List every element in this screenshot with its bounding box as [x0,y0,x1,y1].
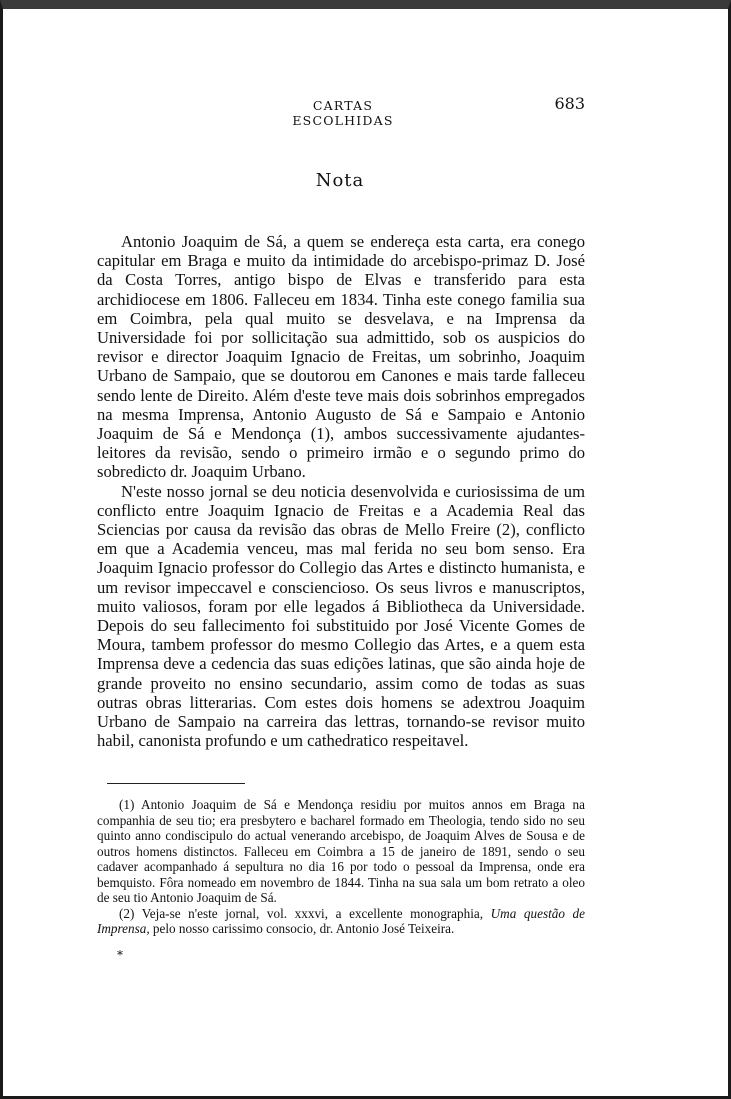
footnote-2-suffix: pelo nosso carissimo consocio, dr. Antonio José Teixeira. [149,921,455,936]
paragraph: N'este nosso jornal se deu noticia desenvolvida e curiosissima de um conflicto entre Joaquim Ignacio de Freitas e a Academia Real das Sciencias por causa da revisão das obras de Mello Freire (2), conflicto em que a Academia venceu, mas mal ferida no seu bom senso. Era Joaquim Ignacio professor do Collegio das Artes e distincto humanista, e um revisor impeccavel e consciencioso. Os seus livros e manuscriptos, muito valiosos, foram por elle legados á Bibliotheca da Universidade. Depois do seu fallecimento foi substituido por José Vicente Gomes de Moura, tambem professor do mesmo Collegio das Artes, e a quem esta Imprensa deve a cedencia das suas edições latinas, que são ainda hoje de grande proveito no ensino secundario, assim como de todas as suas outras obras litterarias. Com estes dois homens se adextrou Joaquim Urbano de Sampaio na carreira das lettras, tornando-se revisor muito habil, canonista profundo e um cathedratico respeitavel. [97,481,585,751]
footnote-divider [107,783,245,784]
page-number: 683 [554,94,585,113]
paragraph: Antonio Joaquim de Sá, a quem se endereça esta carta, era conego capitular em Braga e muito da intimidade do arcebispo-primaz D. José da Costa Torres, antigo bispo de Elvas e transferido para esta archidiocese em 1806. Falleceu em 1834. Tinha este conego familia sua em Coimbra, pela qual muito se desvelava, e na Imprensa da Universidade foi por sollicitação sua admittido, sob os auspicios do revisor e director Joaquim Ignacio de Freitas, um sobrinho, Joaquim Urbano de Sampaio, que se doutorou em Canones e mais tarde falleceu sendo lente de Direito. Além d'este teve mais dois sobrinhos empregados na mesma Imprensa, Antonio Augusto de Sá e Sampaio e Antonio Joaquim de Sá e Mendonça (1), ambos successivamente ajudantes-leitores da revisão, sendo o primeiro irmão e o segundo primo do sobredicto dr. Joaquim Urbano. [97,232,585,482]
footnote-1: (1) Antonio Joaquim de Sá e Mendonça residiu por muitos annos em Braga na companhia de seu tio; era presbytero e bacharel formado em Theologia, tendo sido no seu quinto anno condiscipulo do actual venerando arcebispo, de Joaquim Alves de Sousa e de outros homens distinctos. Falleceu em Coimbra a 15 de janeiro de 1891, sendo o seu cadaver acompanhado á sepultura no dia 16 por todo o pessoal da Imprensa, onde era bemquisto. Fôra nomeado em novembro de 1844. Tinha na sua sala um bom retrato a oleo de seu tio Antonio Joaquim de Sá. [97,797,585,905]
section-title: Nota [315,170,365,191]
footnote-2-title: Uma questão de Imprensa, [97,905,585,936]
body-text [97,232,585,750]
ornament-asterisk: * [117,948,123,962]
footnotes [97,797,585,937]
running-title: CARTAS ESCOLHIDAS [292,98,394,128]
footnote-2 [97,906,585,937]
footnote-2-prefix: (2) Veja-se n'este jornal, vol. xxxvi, a excellente monographia, [119,905,491,921]
